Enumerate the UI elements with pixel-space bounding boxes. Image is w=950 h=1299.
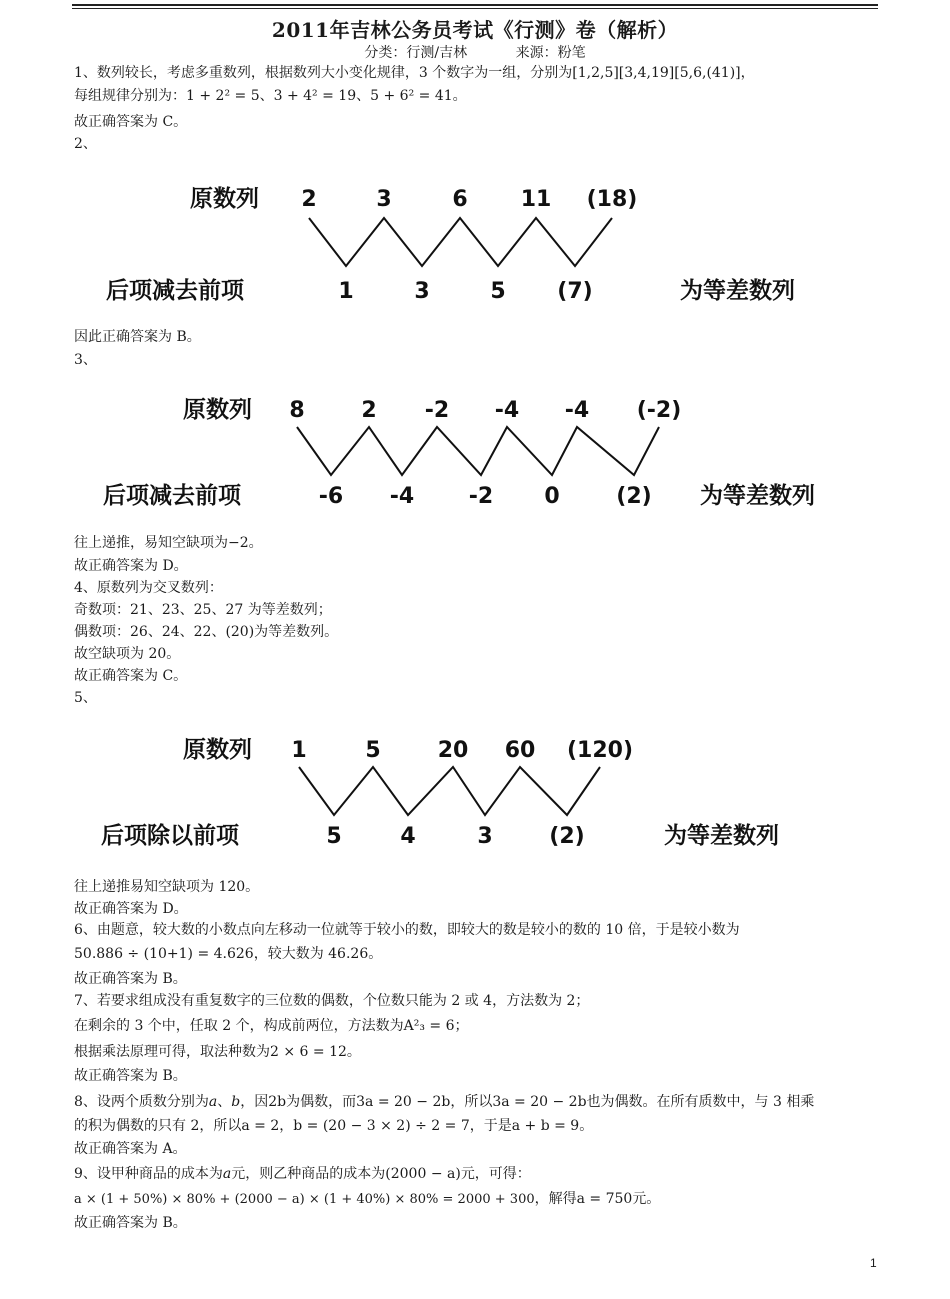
- q7-line3: [74, 1042, 361, 1062]
- top-value: 3: [376, 187, 392, 212]
- q9-text-3: 元，可得：: [460, 1166, 531, 1182]
- q9-l2-text-1: ，解得: [534, 1191, 577, 1207]
- q9-line1: [74, 1164, 531, 1184]
- q9-l2-text-2: 元。: [632, 1191, 661, 1207]
- q8-formula-2b: 2b: [268, 1094, 287, 1110]
- q5-answer: 故正确答案为 D。: [74, 901, 188, 917]
- bottom-value: -2: [468, 484, 494, 509]
- top-value: (120): [566, 738, 634, 763]
- q7-answer: 故正确答案为 B。: [74, 1068, 187, 1084]
- q8-answer: 故正确答案为 A。: [74, 1141, 187, 1157]
- q3-answer: 故正确答案为 D。: [74, 558, 188, 574]
- q6-line1: 6、由题意，较大数的小数点向左移动一位就等于较小的数，即较大的数是较小的数的 10 倍，于是较小数为: [74, 922, 740, 938]
- q8-line2: [74, 1116, 593, 1136]
- q7-product-formula: 2 × 6 = 12: [270, 1044, 347, 1060]
- q8-formula-3a-repeat: 3a = 20 − 2b: [492, 1094, 587, 1110]
- bottom-value: (2): [616, 484, 652, 509]
- top-value: 11: [520, 187, 552, 212]
- q9-text-2: 元，则乙种商品的成本为: [231, 1166, 386, 1182]
- q8-formula-b: b = (20 − 3 × 2) ÷ 2 = 7: [293, 1118, 470, 1134]
- q1-rule-prefix: 每组规律分别为：: [74, 88, 186, 104]
- category-label: 分类：行测/吉林: [364, 45, 468, 61]
- q5-note: 往上递推易知空缺项为 120。: [74, 879, 260, 895]
- top-value: (-2): [636, 398, 682, 423]
- q1-sep1: 、: [259, 88, 274, 104]
- q1-formula-c: 5 + 6² = 41: [370, 88, 453, 104]
- bottom-value: 0: [544, 484, 560, 509]
- bottom-value: 5: [326, 824, 342, 849]
- top-value: 5: [365, 738, 381, 763]
- top-value: 2: [301, 187, 317, 212]
- q7-permutation-formula: A²₃ = 6: [403, 1018, 455, 1034]
- q8-text-4: 为偶数，而: [286, 1094, 357, 1110]
- bottom-value: -4: [389, 484, 415, 509]
- q6-line2: [74, 944, 382, 964]
- bottom-value: 4: [400, 824, 416, 849]
- zigzag-connector: [297, 427, 659, 475]
- q7-line3-text: 根据乘法原理可得，取法种数为: [74, 1044, 270, 1060]
- q8-l2-text-2: ，: [279, 1118, 294, 1134]
- top-value: (18): [586, 187, 638, 212]
- q9-equation: a × (1 + 50%) × 80% + (2000 − a) × (1 + 40%) × 80% = 2000 + 300: [74, 1192, 535, 1207]
- zigzag-connector: [309, 218, 612, 266]
- q7-line1: 7、若要求组成没有重复数字的三位数的偶数，个位数只能为 2 或 4，方法数为 2；: [74, 993, 590, 1009]
- q1-line1: 1、数列较长，考虑多重数列，根据数列大小变化规律，3 个数字为一组，分别为[1,2,5][3,4,19][5,6,(41)]，: [74, 65, 755, 81]
- top-value: 6: [452, 187, 468, 212]
- zigzag-connector: [299, 767, 600, 815]
- bottom-value: 3: [477, 824, 493, 849]
- q8-line1: [74, 1092, 814, 1112]
- top-value: 2: [361, 398, 377, 423]
- q1-sep2: 、: [356, 88, 371, 104]
- right-row-label: 为等差数列: [664, 823, 779, 849]
- q4-line1: 4、原数列为交叉数列：: [74, 580, 223, 596]
- q1-suffix: 。: [452, 88, 467, 104]
- q9-answer: 故正确答案为 B。: [74, 1215, 187, 1231]
- q8-l2-text-4: 。: [579, 1118, 594, 1134]
- q8-l2-text-1: 的积为偶数的只有 2，所以: [74, 1118, 242, 1134]
- q1-line2: [74, 86, 467, 106]
- top-value: 1: [291, 738, 307, 763]
- q1-formula-b: 3 + 4² = 19: [273, 88, 357, 104]
- right-row-label: 为等差数列: [700, 483, 815, 509]
- top-value: 20: [437, 738, 469, 763]
- top-value: -4: [564, 398, 590, 423]
- q8-text-2: 、: [217, 1094, 232, 1110]
- q2-sequence-diagram: [0, 170, 950, 320]
- q4-line4: 故空缺项为 20。: [74, 646, 181, 662]
- q8-formula-3a: 3a = 20 − 2b: [356, 1094, 451, 1110]
- q8-formula-sum: a + b = 9: [511, 1118, 580, 1134]
- q3-note-text: 往上递推，易知空缺项为: [74, 535, 228, 551]
- top-value: -2: [424, 398, 450, 423]
- q8-formula-a: a = 2: [241, 1118, 280, 1134]
- q6-formula: 50.886 ÷ (10+1) = 4.626: [74, 946, 254, 962]
- bottom-value: (2): [549, 824, 585, 849]
- q1-formula-a: 1 + 2² = 5: [186, 88, 260, 104]
- q7-line2: [74, 1016, 469, 1036]
- q2-answer: 因此正确答案为 B。: [74, 329, 201, 345]
- bottom-value: (7): [557, 279, 593, 304]
- q8-var-b: b: [231, 1094, 241, 1110]
- q3-label: 3、: [74, 352, 97, 368]
- bottom-value: 5: [490, 279, 506, 304]
- bottom-row-label: 后项减去前项: [103, 483, 241, 509]
- q8-text-1: 8、设两个质数分别为: [74, 1094, 209, 1110]
- top-value: 60: [504, 738, 536, 763]
- q9-line2: [74, 1189, 660, 1210]
- page-meta: [0, 42, 950, 62]
- q7-line2-suffix: ；: [454, 1018, 469, 1034]
- header-rule-thin: [72, 8, 878, 9]
- q5-label: 5、: [74, 690, 97, 706]
- q8-var-a: a: [208, 1094, 218, 1110]
- q6-answer: 故正确答案为 B。: [74, 971, 187, 987]
- q3-note-formula: −2: [228, 535, 249, 551]
- q9-text-1: 9、设甲种商品的成本为: [74, 1166, 223, 1182]
- top-row-label: 原数列: [183, 737, 252, 763]
- source-label: 来源：粉笔: [515, 45, 586, 61]
- q7-line3-suffix: 。: [346, 1044, 361, 1060]
- q4-line2: 奇数项：21、23、25、27 为等差数列；: [74, 602, 332, 618]
- bottom-row-label: 后项减去前项: [106, 278, 244, 304]
- q5-sequence-diagram: [0, 725, 950, 865]
- right-row-label: 为等差数列: [680, 278, 795, 304]
- bottom-value: -6: [318, 484, 344, 509]
- top-row-label: 原数列: [190, 186, 259, 212]
- q4-line3: 偶数项：26、24、22、(20)为等差数列。: [74, 624, 339, 640]
- top-value: 8: [289, 398, 305, 423]
- q8-text-5: ，所以: [450, 1094, 493, 1110]
- q7-line2-text: 在剩余的 3 个中，任取 2 个，构成前两位，方法数为: [74, 1018, 404, 1034]
- header-rule-thick: [72, 4, 878, 6]
- q9-formula-cost: (2000 − a): [385, 1166, 461, 1182]
- bottom-value: 3: [414, 279, 430, 304]
- q3-note-suffix: 。: [248, 535, 263, 551]
- top-row-label: 原数列: [183, 397, 252, 423]
- q3-sequence-diagram: [0, 385, 950, 525]
- page-number: 1: [870, 1256, 877, 1270]
- q9-var-a: a: [222, 1166, 232, 1182]
- q9-solution: a = 750: [576, 1191, 633, 1207]
- q8-text-3: ，因: [240, 1094, 269, 1110]
- q8-l2-text-3: ，于是: [469, 1118, 512, 1134]
- bottom-value: 1: [338, 279, 354, 304]
- q1-answer: 故正确答案为 C。: [74, 114, 188, 130]
- q8-text-6: 也为偶数。在所有质数中，与 3 相乘: [586, 1094, 815, 1110]
- q4-answer: 故正确答案为 C。: [74, 668, 188, 684]
- page-title: 2011年吉林公务员考试《行测》卷（解析）: [271, 18, 679, 42]
- bottom-row-label: 后项除以前项: [101, 823, 239, 849]
- q3-note: [74, 533, 263, 553]
- q2-label: 2、: [74, 136, 97, 152]
- q6-suffix: ，较大数为 46.26。: [253, 946, 383, 962]
- top-value: -4: [494, 398, 520, 423]
